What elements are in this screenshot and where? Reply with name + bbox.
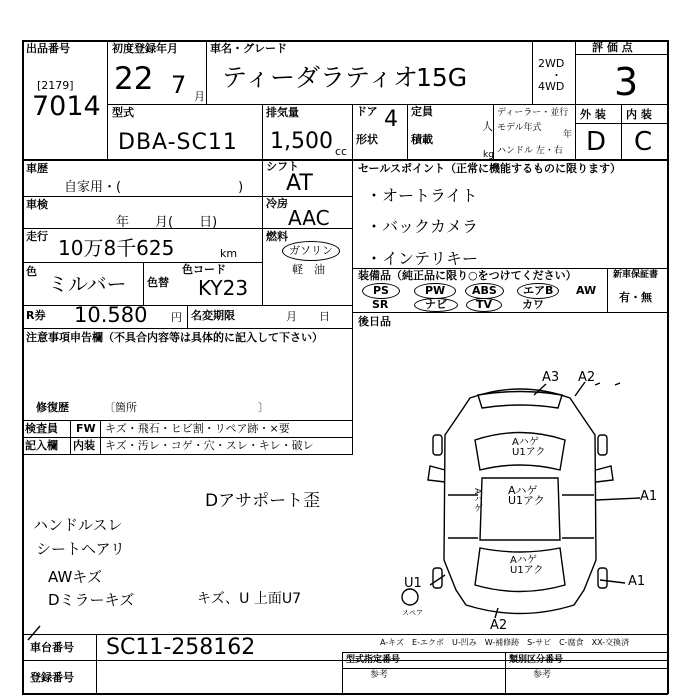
- mark-a1-right: A1: [640, 489, 658, 504]
- exterior-label: 外 装: [580, 108, 606, 121]
- capacity-unit: 人: [482, 120, 493, 133]
- new-cert-label: 新車保証書: [613, 270, 659, 280]
- mark-a3: A3: [542, 370, 560, 385]
- km-unit: km: [220, 247, 238, 260]
- cooling-label: 冷房: [266, 197, 288, 210]
- equip-leather: カワ: [522, 298, 544, 311]
- selling-point-1: ・オートライト: [366, 186, 478, 205]
- interior-grade: C: [634, 127, 653, 157]
- equip-sr: SR: [372, 298, 389, 311]
- color-code-label: 色コード: [182, 263, 226, 276]
- equip-abs: ABS: [465, 283, 504, 299]
- comment-1: ハンドルスレ: [33, 516, 123, 534]
- model-spec-ref: 参考: [370, 670, 389, 680]
- score-value: 3: [614, 60, 639, 104]
- recycle-label: R券: [26, 309, 46, 322]
- lot-code: [2179]: [37, 79, 74, 92]
- mileage-label: 走行: [26, 230, 48, 243]
- chassis-label: 車台番号: [30, 641, 74, 654]
- load-label: 積載: [411, 133, 433, 146]
- model-spec-label: 型式指定番号: [346, 655, 401, 665]
- cooling-value: AAC: [288, 206, 330, 230]
- displacement-value: 1,500: [270, 129, 333, 154]
- equip-airbag: エアB: [517, 283, 559, 299]
- load-unit: kg: [483, 150, 494, 160]
- inspection-value: 年 月( 日): [116, 215, 218, 230]
- lot-number-label: 出品番号: [26, 42, 70, 55]
- selling-point-2: ・バックカメラ: [366, 217, 479, 236]
- note-rear: Aハゲ U1アク: [510, 555, 544, 576]
- note-left: Aハゲ: [472, 488, 482, 513]
- drive-2wd: 2WD: [538, 57, 565, 70]
- equip-tv: TV: [466, 298, 502, 312]
- color-label: 色: [26, 265, 37, 278]
- aftermarket-label: 後日品: [358, 315, 391, 328]
- recycle-value: 10.580: [74, 303, 148, 327]
- shape-label: 形状: [356, 133, 378, 146]
- comment-main: Dアサポート歪: [205, 491, 321, 511]
- spare-label: スペア: [402, 609, 423, 617]
- lot-number: 7014: [32, 91, 101, 122]
- dealer-label: ディーラー・並行: [497, 108, 569, 118]
- interior-inspection-label: 内装: [73, 439, 95, 452]
- shift-value: AT: [286, 171, 313, 196]
- comment-4: Dミラーキズ: [48, 591, 135, 609]
- fuel-diesel: 軽 油: [292, 263, 325, 276]
- history-value: 自家用・( ): [64, 180, 244, 195]
- selling-point-3: ・インテリキー: [366, 249, 479, 268]
- history-label: 車歴: [26, 162, 48, 175]
- mark-a2-rear: A2: [490, 618, 508, 633]
- damage-legend: A-キズ E-エクボ U-凹み W-補修跡 S-サビ C-腐食 XX-交換済: [380, 638, 630, 647]
- car-name: ティーダラティオ: [222, 63, 419, 92]
- fw-items: キズ・飛石・ヒビ割・リペア跡・×要: [105, 422, 290, 435]
- comment-bottom: キズ、U 上面U7: [197, 591, 301, 607]
- door-count: 4: [384, 107, 398, 132]
- mark-a2-front: A2: [578, 370, 596, 385]
- chassis-number: SC11-258162: [106, 635, 256, 660]
- shift-label: シフト: [266, 160, 299, 173]
- door-label: ドア: [356, 105, 378, 118]
- yen-unit: 円: [171, 311, 182, 324]
- fuel-label: 燃料: [266, 230, 288, 243]
- comment-2: シートヘアリ: [36, 540, 125, 558]
- first-registration-label: 初度登録年月: [112, 42, 178, 55]
- inspection-label: 車検: [26, 198, 48, 211]
- equip-ps: PS: [362, 283, 400, 299]
- inspector-label-1: 検査員: [25, 422, 58, 435]
- car-name-label: 車名・グレード: [210, 42, 287, 55]
- exterior-grade: D: [586, 127, 607, 157]
- model-year-label: モデル年式: [497, 123, 542, 133]
- equip-pw: PW: [414, 283, 456, 299]
- registration-number-label: 登録番号: [30, 671, 74, 684]
- registration-year: 22: [114, 61, 154, 97]
- model-label: 型式: [112, 106, 134, 119]
- fw-label: FW: [76, 422, 96, 435]
- note-door: Aハゲ U1アク: [508, 484, 545, 507]
- interior-label: 内 装: [626, 108, 652, 121]
- category-label: 類別区分番号: [509, 655, 564, 665]
- equip-navi: ナビ: [414, 298, 458, 312]
- new-cert-value: 有・無: [619, 291, 652, 304]
- interior-items: キズ・汚レ・コゲ・穴・スレ・キレ・破レ: [105, 439, 314, 452]
- notes-header: 注意事項申告欄（不具合内容等は具体的に記入して下さい）: [26, 331, 323, 344]
- color-code-value: KY23: [198, 276, 249, 300]
- auction-sheet: 出品番号 [2179] 7014 初度登録年月 22 7 月 車名・グレード ティーダラティオ 15G 2WD ・ 4WD 評 価 点 3 型式 DBA-SC11 排気量 1,500 cc ドア 4 形状 定員 人 積載 kg ディーラー・並行 モデル年式 年 ハンドル 左・右 外 装 内 装 D C 車歴 自家用・( ) 車検 年 月( 日) 走行 10万8千625 km 色 ミルバー 色替 色コード KY23 R券 10.580 円 名変期限 月 日 シフト AT 冷房 AAC 燃料 ガソリン 軽 油 セールスポイント（正常に機能するものに限ります） ・オートライト ・バックカメラ ・インテリキー 装備品（純正品に限り○をつけてください） PS PW ABS エアB AW SR ナビ TV カワ 新車保証書 有・無 後日品 注意事項申告欄（不具合内容等は具体的に記入して下さい） 修復歴 〔箇所 〕 検査員 記入欄 FW キズ・飛石・ヒビ割・リペア跡・×要 内装 キズ・汚レ・コゲ・穴・スレ・キレ・破レ Dアサポート歪 ハンドルスレ シートヘアリ AWキズ Dミラーキズ キズ、U 上面U7 A3 A2 A1 A1 U1 A2 Aハゲ U1アク Aハゲ U1アク Aハゲ U1アク Aハゲ スペア A-キズ E-エクボ U-凹み W-補修跡 S-サビ C-腐食 XX-交換済 車台番号 SC11-258162 登録番号 型式指定番号 参考 類別区分番号 参考: [0, 0, 700, 700]
- deadline-label: 名変期限: [191, 309, 235, 322]
- year-suffix: 年: [563, 130, 573, 140]
- note-roof: Aハゲ U1アク: [512, 437, 546, 458]
- fuel-gasoline-circled: ガソリン: [282, 241, 340, 261]
- month-suffix: 月: [194, 90, 205, 103]
- registration-month: 7: [171, 71, 187, 99]
- inspector-label-2: 記入欄: [25, 439, 58, 452]
- mark-u1: U1: [404, 576, 422, 591]
- comment-3: AWキズ: [48, 568, 102, 586]
- displacement-label: 排気量: [266, 106, 299, 119]
- repair-history-label: 修復歴: [36, 401, 69, 414]
- color-value: ミルバー: [48, 272, 127, 296]
- capacity-label: 定員: [411, 105, 433, 118]
- score-label: 評 価 点: [592, 41, 633, 54]
- model-code: DBA-SC11: [118, 130, 238, 155]
- color-change-label: 色替: [147, 276, 169, 289]
- handle-label: ハンドル 左・右: [497, 146, 563, 156]
- drive-4wd: 4WD: [538, 80, 565, 93]
- mileage-value: 10万8千625: [58, 236, 175, 260]
- deadline-value: 月 日: [286, 310, 330, 323]
- equipment-header: 装備品（純正品に限り○をつけてください）: [358, 269, 577, 282]
- mark-a1-rear-right: A1: [628, 574, 646, 589]
- car-grade: 15G: [416, 63, 468, 92]
- category-ref: 参考: [533, 670, 552, 680]
- cc-unit: cc: [335, 145, 348, 158]
- selling-points-header: セールスポイント（正常に機能するものに限ります）: [358, 162, 622, 175]
- equip-aw: AW: [576, 284, 597, 297]
- repair-history-value: 〔箇所 〕: [104, 401, 269, 414]
